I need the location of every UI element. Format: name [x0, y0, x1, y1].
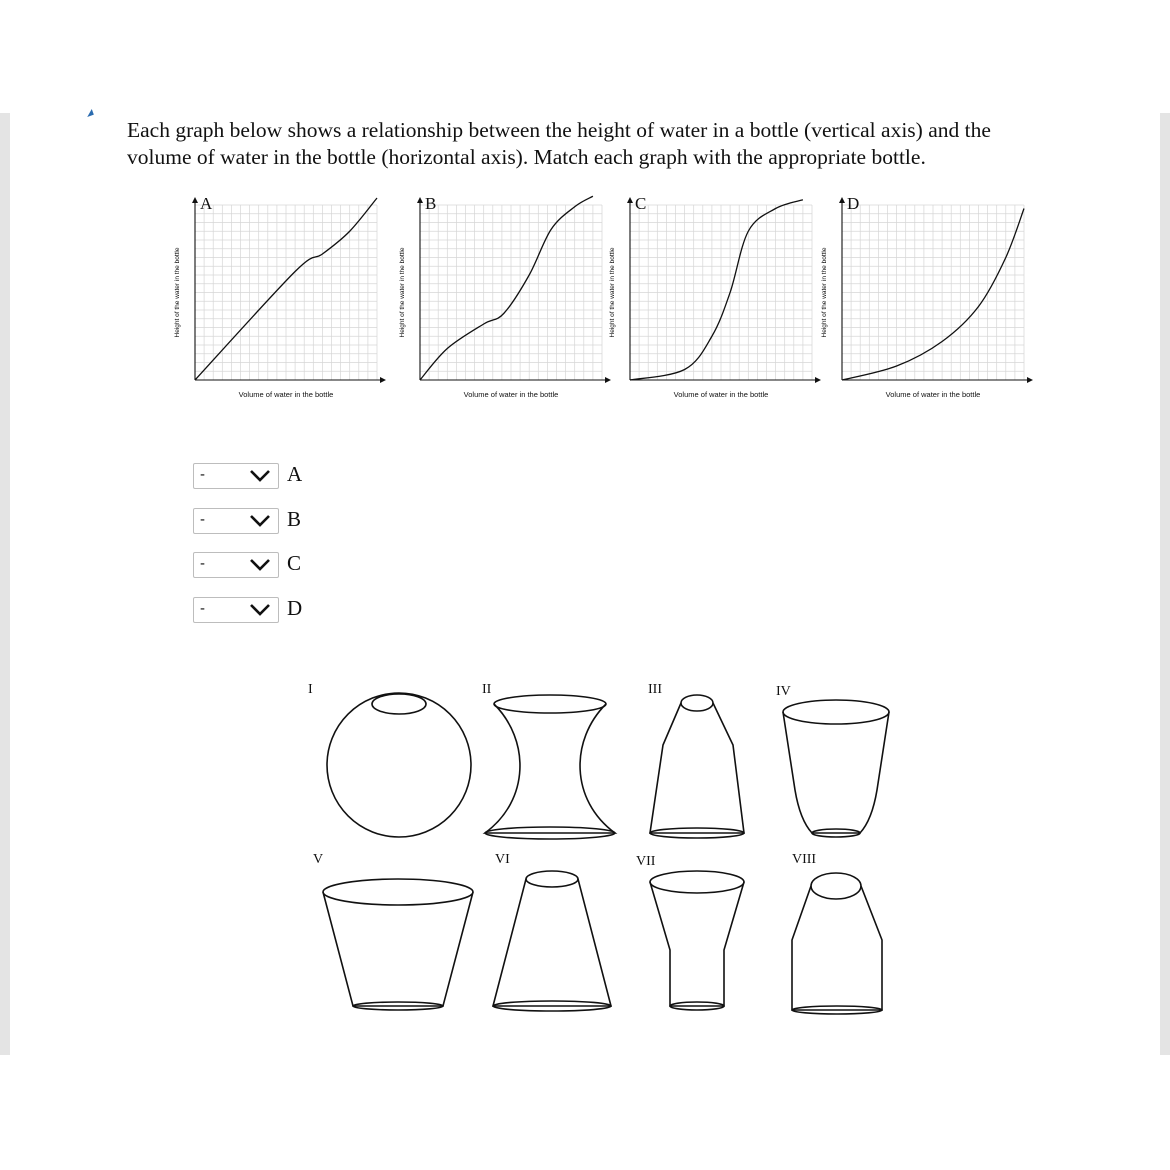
- bottle-label-iv: IV: [776, 684, 791, 699]
- bottle-vi: [493, 871, 611, 1011]
- answer-label: A: [287, 462, 303, 486]
- bottle-label-i: I: [308, 682, 313, 697]
- y-axis-title: Height of the water in the bottle: [399, 247, 406, 338]
- x-axis-title: Volume of water in the bottle: [463, 390, 559, 399]
- answer-label: B: [287, 507, 302, 531]
- x-axis-title: Volume of water in the bottle: [673, 390, 769, 399]
- bottle-iv: [783, 700, 889, 837]
- answer-label: D: [287, 596, 303, 620]
- graph-letter: A: [200, 194, 213, 213]
- bottle-ii: [485, 695, 615, 839]
- select-value: -: [200, 600, 205, 617]
- bottle-iii: [650, 695, 744, 838]
- x-axis-title: Volume of water in the bottle: [885, 390, 981, 399]
- question-line-2: volume of water in the bottle (horizontal axis). Match each graph with the appropriate bottle.: [127, 145, 926, 169]
- y-axis-title: Height of the water in the bottle: [609, 247, 616, 338]
- select-value: -: [200, 555, 205, 572]
- graph-letter: D: [847, 194, 860, 213]
- bottle-label-viii: VIII: [792, 852, 817, 867]
- answer-label: C: [287, 551, 302, 575]
- bottle-v: [323, 879, 473, 1010]
- question-line-1: Each graph below shows a relationship between the height of water in a bottle (vertical axis) and the: [127, 118, 991, 142]
- y-axis-title: Height of the water in the bottle: [821, 247, 828, 338]
- x-axis-title: Volume of water in the bottle: [238, 390, 334, 399]
- bottle-label-iii: III: [648, 682, 662, 697]
- bottle-vii: [650, 871, 744, 1010]
- select-value: -: [200, 466, 205, 483]
- y-axis-title: Height of the water in the bottle: [174, 247, 181, 338]
- bottle-label-vii: VII: [636, 854, 656, 869]
- graph-letter: B: [425, 194, 437, 213]
- bottle-label-vi: VI: [495, 852, 510, 867]
- bottle-viii: [792, 873, 882, 1014]
- select-value: -: [200, 511, 205, 528]
- bottle-i: [327, 693, 471, 837]
- graph-letter: C: [635, 194, 647, 213]
- bottle-label-v: V: [313, 852, 324, 867]
- bottle-label-ii: II: [482, 682, 492, 697]
